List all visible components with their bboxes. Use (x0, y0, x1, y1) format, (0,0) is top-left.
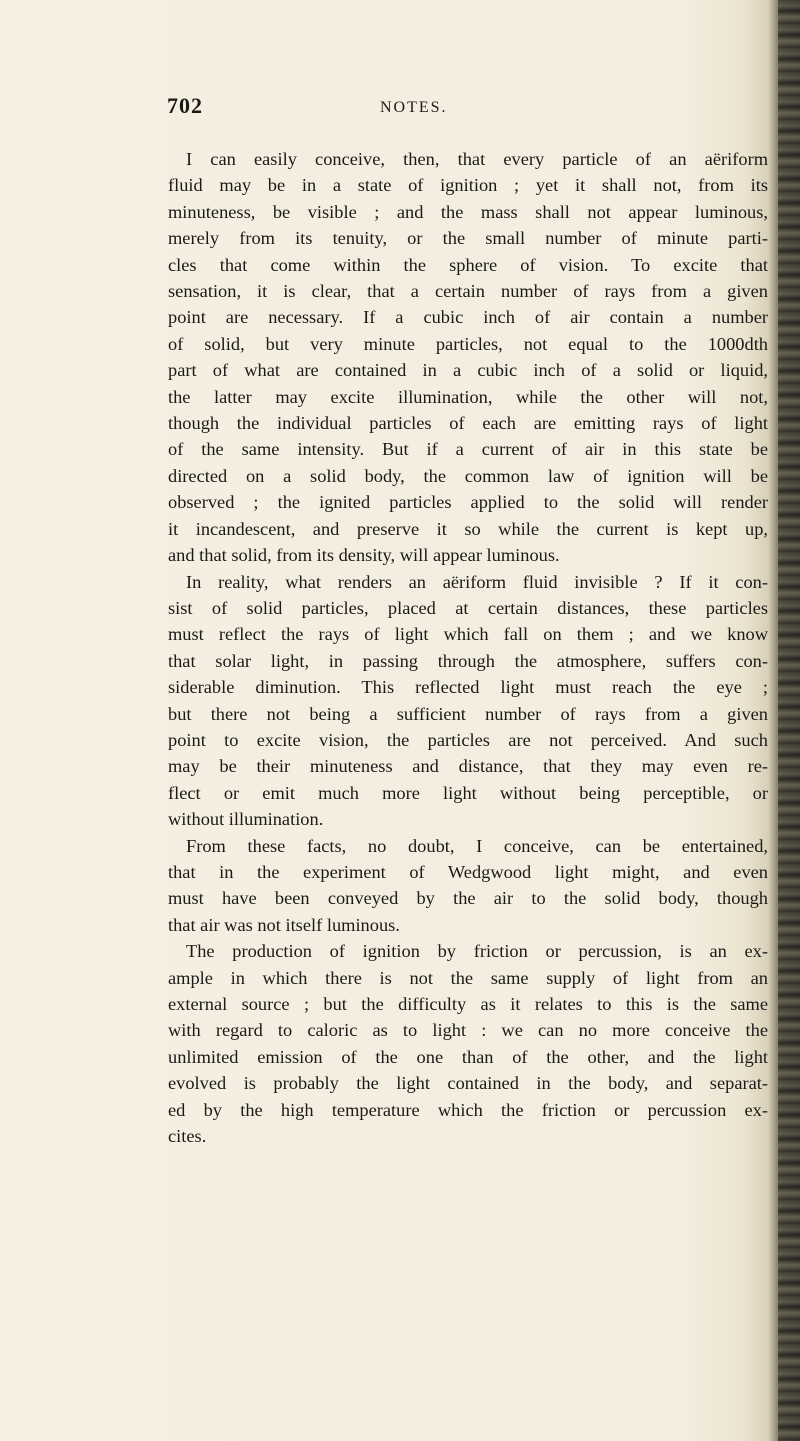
page-number: 702 (167, 93, 203, 118)
text-line: it incandescent, and preserve it so while the current is kept up, (168, 518, 768, 539)
text-line: that solar light, in passing through the atmosphere, suffers con- (168, 650, 768, 671)
text-line: and that solid, from its density, will appear luminous. (168, 545, 560, 566)
text-line: must reflect the rays of light which fall on them ; and we know (168, 624, 768, 645)
page-binding-edge (778, 0, 800, 1441)
text-line: that air was not itself luminous. (168, 914, 400, 935)
text-line: cles that come within the sphere of vision. To excite that (168, 254, 768, 275)
text-line: In reality, what renders an aëriform fluid invisible ? If it con- (186, 571, 768, 592)
text-line: merely from its tenuity, or the small number of minute parti- (168, 228, 768, 249)
page-header (0, 93, 800, 133)
text-line: From these facts, no doubt, I conceive, can be entertained, (186, 835, 768, 856)
text-line: sist of solid particles, placed at certain distances, these particles (168, 597, 768, 618)
text-line: ed by the high temperature which the friction or percussion ex- (168, 1099, 768, 1120)
text-line: that in the experiment of Wedgwood light might, and even (168, 861, 768, 882)
text-line: fluid may be in a state of ignition ; yet it shall not, from its (168, 175, 768, 196)
text-line: may be their minuteness and distance, that they may even re- (168, 756, 768, 777)
text-line: The production of ignition by friction or percussion, is an ex- (186, 941, 768, 962)
text-line: external source ; but the difficulty as it relates to this is the same (168, 994, 768, 1014)
text-line: of the same intensity. But if a current of air in this state be (168, 439, 768, 460)
text-line: I can easily conceive, then, that every particle of an aëriform (186, 149, 768, 169)
text-line: though the individual particles of each are emitting rays of light (168, 413, 768, 434)
text-line: directed on a solid body, the common law of ignition will be (168, 465, 768, 486)
text-line: minuteness, be visible ; and the mass shall not appear luminous, (168, 201, 768, 222)
text-line: point are necessary. If a cubic inch of air contain a number (168, 307, 768, 328)
text-line: cites. (168, 1126, 207, 1147)
text-line: observed ; the ignited particles applied to the solid will render (168, 492, 768, 513)
running-head: NOTES. (380, 99, 448, 116)
text-line: but there not being a sufficient number of rays from a given (168, 703, 768, 724)
text-line: must have been conveyed by the air to the solid body, though (168, 888, 768, 909)
text-line: flect or emit much more light without being perceptible, or (168, 782, 768, 803)
text-line: the latter may excite illumination, while the other will not, (168, 386, 768, 407)
text-line: part of what are contained in a cubic inch of a solid or liquid, (168, 360, 768, 381)
text-line: point to excite vision, the particles are not perceived. And such (168, 729, 768, 750)
text-line: ample in which there is not the same supply of light from an (168, 967, 768, 988)
text-line: unlimited emission of the one than of the other, and the light (168, 1046, 768, 1067)
text-line: sensation, it is clear, that a certain number of rays from a given (168, 281, 768, 302)
text-line: without illumination. (168, 809, 324, 830)
text-line: evolved is probably the light contained in the body, and separat- (168, 1073, 768, 1094)
body-text (168, 146, 768, 1149)
text-line: siderable diminution. This reflected light must reach the eye ; (168, 677, 768, 698)
text-line: of solid, but very minute particles, not equal to the 1000dth (168, 333, 768, 354)
text-line: with regard to caloric as to light : we can no more conceive the (168, 1020, 768, 1041)
